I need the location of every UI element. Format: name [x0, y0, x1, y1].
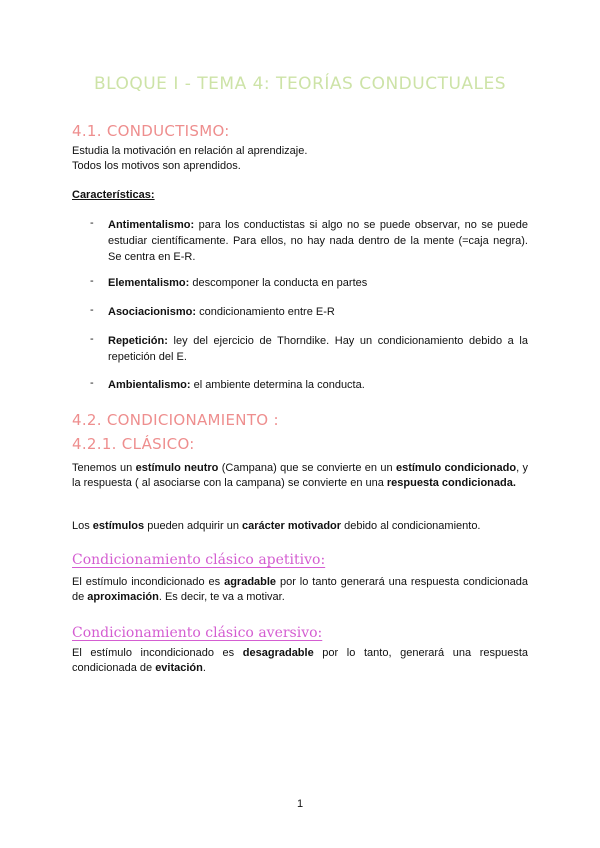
list-item-text — [108, 333, 528, 365]
list-dash: - — [90, 333, 94, 345]
heading-conductismo: 4.1. CONDUCTISMO: — [72, 122, 230, 140]
bold-span: estímulo condicionado — [395, 462, 517, 474]
bold-span: evitación — [155, 662, 203, 674]
heading-apetitivo: Condicionamiento clásico apetitivo: — [72, 552, 326, 568]
list-item-term: Ambientalismo: — [108, 379, 191, 391]
text-span: . — [202, 662, 206, 674]
list-item-term: Repetición: — [108, 335, 168, 347]
bold-span: desagradable — [242, 647, 314, 659]
list-item-term: Elementalismo: — [108, 277, 190, 289]
list-item-description: para los conductistas si algo no se puede observar, no se puede estudiar científicamente. Para ellos, no hay nada dentro de la mente (=caja negra). Se centra en E-R. — [108, 219, 528, 263]
text-span: por lo tanto, generará una respuesta condicionada de — [72, 647, 528, 674]
bold-span: estímulos — [92, 520, 145, 532]
list-dash: - — [90, 377, 94, 389]
text-span: El estímulo incondicionado es — [72, 576, 225, 588]
list-dash: - — [90, 304, 94, 316]
list-item-description: el ambiente determina la conducta. — [190, 379, 365, 391]
list-item-text — [108, 217, 528, 265]
paragraph-clasico — [72, 461, 528, 491]
text-span: Los — [72, 520, 93, 532]
text-span: pueden adquirir un — [144, 520, 243, 532]
document-title: BLOQUE I - TEMA 4: TEORÍAS CONDUCTUALES — [93, 74, 507, 94]
bold-span: carácter motivador — [242, 520, 342, 532]
paragraph-estimulos — [72, 519, 528, 534]
heading-aversivo: Condicionamiento clásico aversivo: — [72, 625, 323, 641]
features-label — [72, 188, 528, 203]
list-item-text — [108, 377, 528, 393]
list-dash: - — [90, 275, 94, 287]
list-item-description: condicionamiento entre E-R — [196, 306, 335, 318]
list-item-text — [108, 304, 528, 320]
text-span: debido al condicionamiento. — [341, 520, 481, 532]
text-span: (Campana) que se convierte en un — [218, 462, 396, 474]
paragraph-intro-line-2: Todos los motivos son aprendidos. — [72, 160, 241, 172]
list-item-description: ley del ejercicio de Thorndike. Hay un condicionamiento debido a la repetición del E. — [108, 335, 528, 363]
heading-condicionamiento: 4.2. CONDICIONAMIENTO : — [72, 411, 279, 429]
paragraph-apetitivo — [72, 575, 528, 605]
text-span: por lo tanto generará una respuesta condicionada de — [72, 576, 528, 603]
bold-span: agradable — [224, 576, 277, 588]
text-span: El estímulo incondicionado es — [72, 647, 243, 659]
list-item-description: descomponer la conducta en partes — [189, 277, 368, 289]
paragraph-intro-line-1: Estudia la motivación en relación al aprendizaje. — [72, 145, 308, 157]
text-span: , y la respuesta ( al asociarse con la campana) se convierte en una — [72, 462, 528, 489]
heading-clasico: 4.2.1. CLÁSICO: — [72, 435, 195, 453]
bold-span: respuesta condicionada. — [386, 477, 516, 489]
text-span: Tenemos un — [72, 462, 136, 474]
page-number: 1 — [296, 798, 304, 810]
list-item-text — [108, 275, 528, 291]
text-span: . Es decir, te va a motivar. — [158, 591, 285, 603]
list-item-term: Antimentalismo: — [108, 219, 195, 231]
bold-span: aproximación — [87, 591, 159, 603]
list-item-term: Asociacionismo: — [108, 306, 197, 318]
paragraph-aversivo — [72, 646, 528, 676]
features-label-text: Características: — [72, 189, 155, 201]
list-dash: - — [90, 217, 94, 229]
bold-span: estímulo neutro — [135, 462, 219, 474]
